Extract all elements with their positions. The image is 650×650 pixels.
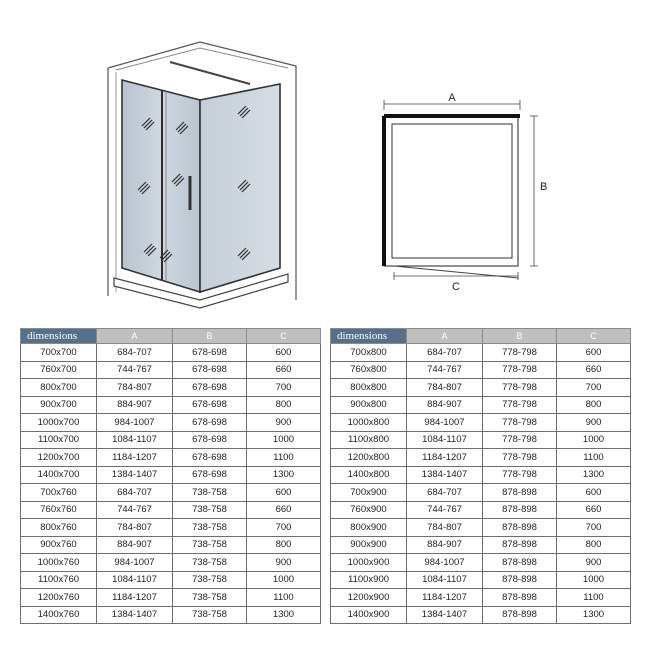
cell-b: 878-898 [483, 554, 557, 572]
table-row [21, 344, 321, 362]
cell-c: 800 [247, 396, 321, 414]
cell-c: 600 [557, 484, 631, 502]
cell-c: 900 [557, 414, 631, 432]
cell-dimensions: 1400x800 [331, 466, 407, 484]
cell-c: 600 [247, 484, 321, 502]
table-row [21, 379, 321, 397]
cell-a: 744-767 [97, 361, 173, 379]
cell-dimensions: 1100x760 [21, 571, 97, 589]
cell-c: 1000 [247, 571, 321, 589]
cell-a: 884-907 [407, 396, 483, 414]
shower-enclosure-perspective [108, 42, 296, 308]
table-row [21, 396, 321, 414]
cell-c: 700 [247, 519, 321, 537]
header-b: B [173, 329, 247, 344]
cell-c: 800 [247, 536, 321, 554]
cell-a: 984-1007 [407, 414, 483, 432]
header-a: A [407, 329, 483, 344]
cell-a: 1184-1207 [97, 589, 173, 607]
cell-a: 1084-1107 [407, 571, 483, 589]
table-row [331, 449, 631, 467]
cell-c: 600 [247, 344, 321, 362]
cell-c: 660 [557, 361, 631, 379]
table-row [21, 589, 321, 607]
cell-b: 778-798 [483, 379, 557, 397]
table-row [331, 554, 631, 572]
cell-b: 678-698 [173, 344, 247, 362]
cell-dimensions: 1100x700 [21, 431, 97, 449]
table-row [21, 501, 321, 519]
cell-dimensions: 800x900 [331, 519, 407, 537]
cell-a: 784-807 [97, 519, 173, 537]
cell-dimensions: 760x760 [21, 501, 97, 519]
table-row [331, 466, 631, 484]
table-row [331, 431, 631, 449]
cell-b: 738-758 [173, 519, 247, 537]
header-b: B [483, 329, 557, 344]
cell-a: 984-1007 [97, 554, 173, 572]
cell-c: 900 [247, 414, 321, 432]
cell-c: 1000 [247, 431, 321, 449]
dimension-label-a: A [448, 92, 456, 104]
cell-dimensions: 1100x900 [331, 571, 407, 589]
cell-a: 744-767 [407, 361, 483, 379]
table-row [331, 396, 631, 414]
cell-a: 744-767 [97, 501, 173, 519]
cell-dimensions: 1400x700 [21, 466, 97, 484]
cell-b: 878-898 [483, 536, 557, 554]
header-dimensions: dimensions [331, 329, 407, 344]
cell-b: 778-798 [483, 449, 557, 467]
cell-a: 1384-1407 [407, 466, 483, 484]
cell-dimensions: 760x900 [331, 501, 407, 519]
cell-dimensions: 1200x700 [21, 449, 97, 467]
cell-a: 884-907 [97, 536, 173, 554]
cell-a: 984-1007 [97, 414, 173, 432]
cell-dimensions: 700x700 [21, 344, 97, 362]
cell-b: 738-758 [173, 606, 247, 624]
cell-c: 660 [557, 501, 631, 519]
cell-c: 900 [247, 554, 321, 572]
header-c: C [557, 329, 631, 344]
table-row [21, 571, 321, 589]
cell-dimensions: 900x700 [21, 396, 97, 414]
cell-c: 600 [557, 344, 631, 362]
cell-a: 784-807 [407, 379, 483, 397]
cell-dimensions: 800x700 [21, 379, 97, 397]
cell-a: 1384-1407 [407, 606, 483, 624]
cell-b: 878-898 [483, 519, 557, 537]
top-view-plan [384, 92, 547, 293]
dimension-label-c: C [452, 281, 460, 293]
cell-b: 738-758 [173, 501, 247, 519]
cell-dimensions: 1200x800 [331, 449, 407, 467]
header-a: A [97, 329, 173, 344]
cell-dimensions: 800x760 [21, 519, 97, 537]
cell-b: 738-758 [173, 554, 247, 572]
cell-b: 778-798 [483, 414, 557, 432]
table-row [331, 361, 631, 379]
table-row [331, 379, 631, 397]
table-row [21, 431, 321, 449]
cell-b: 878-898 [483, 501, 557, 519]
dimension-label-b: B [540, 181, 548, 193]
cell-dimensions: 900x800 [331, 396, 407, 414]
cell-b: 738-758 [173, 571, 247, 589]
cell-dimensions: 1400x760 [21, 606, 97, 624]
cell-a: 684-707 [407, 344, 483, 362]
cell-dimensions: 1000x700 [21, 414, 97, 432]
cell-b: 678-698 [173, 361, 247, 379]
table-row [21, 606, 321, 624]
cell-dimensions: 1100x800 [331, 431, 407, 449]
cell-a: 1084-1107 [97, 431, 173, 449]
cell-b: 778-798 [483, 431, 557, 449]
cell-c: 1000 [557, 571, 631, 589]
cell-a: 744-767 [407, 501, 483, 519]
table-row [331, 571, 631, 589]
dimensions-table-right [330, 328, 631, 624]
table-row [331, 501, 631, 519]
table-row [331, 589, 631, 607]
table-header-row [21, 329, 321, 344]
cell-dimensions: 1200x760 [21, 589, 97, 607]
cell-b: 878-898 [483, 571, 557, 589]
cell-c: 1300 [557, 606, 631, 624]
cell-b: 878-898 [483, 589, 557, 607]
table-row [21, 519, 321, 537]
cell-c: 1300 [247, 466, 321, 484]
table-header-row [331, 329, 631, 344]
cell-c: 1100 [557, 589, 631, 607]
cell-c: 1000 [557, 431, 631, 449]
cell-dimensions: 1000x760 [21, 554, 97, 572]
cell-b: 878-898 [483, 606, 557, 624]
cell-a: 884-907 [97, 396, 173, 414]
cell-c: 700 [557, 379, 631, 397]
cell-c: 1100 [557, 449, 631, 467]
cell-a: 684-707 [97, 484, 173, 502]
cell-a: 784-807 [97, 379, 173, 397]
cell-b: 778-798 [483, 344, 557, 362]
table-row [21, 414, 321, 432]
cell-c: 1100 [247, 449, 321, 467]
cell-dimensions: 1200x900 [331, 589, 407, 607]
cell-a: 684-707 [97, 344, 173, 362]
cell-a: 884-907 [407, 536, 483, 554]
table-row [331, 414, 631, 432]
table-body [21, 344, 321, 624]
table-row [21, 466, 321, 484]
cell-a: 1384-1407 [97, 466, 173, 484]
cell-dimensions: 760x700 [21, 361, 97, 379]
cell-b: 678-698 [173, 466, 247, 484]
header-dimensions: dimensions [21, 329, 97, 344]
cell-b: 778-798 [483, 396, 557, 414]
cell-c: 800 [557, 396, 631, 414]
cell-dimensions: 1000x800 [331, 414, 407, 432]
cell-dimensions: 1000x900 [331, 554, 407, 572]
cell-b: 878-898 [483, 484, 557, 502]
cell-a: 1084-1107 [97, 571, 173, 589]
cell-b: 738-758 [173, 484, 247, 502]
cell-b: 678-698 [173, 414, 247, 432]
product-illustration [0, 0, 650, 320]
cell-a: 1184-1207 [407, 449, 483, 467]
table-row [331, 536, 631, 554]
table-row [331, 519, 631, 537]
cell-c: 660 [247, 361, 321, 379]
cell-a: 784-807 [407, 519, 483, 537]
cell-a: 684-707 [407, 484, 483, 502]
cell-c: 700 [247, 379, 321, 397]
cell-dimensions: 900x900 [331, 536, 407, 554]
cell-b: 678-698 [173, 449, 247, 467]
table-row [21, 554, 321, 572]
cell-c: 660 [247, 501, 321, 519]
table-row [21, 484, 321, 502]
cell-c: 700 [557, 519, 631, 537]
table-row [21, 361, 321, 379]
cell-c: 800 [557, 536, 631, 554]
table-row [331, 484, 631, 502]
cell-c: 1100 [247, 589, 321, 607]
header-c: C [247, 329, 321, 344]
cell-b: 778-798 [483, 361, 557, 379]
cell-a: 1184-1207 [97, 449, 173, 467]
cell-a: 984-1007 [407, 554, 483, 572]
cell-dimensions: 700x900 [331, 484, 407, 502]
cell-dimensions: 800x800 [331, 379, 407, 397]
table-row [21, 536, 321, 554]
cell-b: 678-698 [173, 379, 247, 397]
cell-dimensions: 760x800 [331, 361, 407, 379]
cell-b: 678-698 [173, 396, 247, 414]
cell-b: 678-698 [173, 431, 247, 449]
dimensions-table-left [20, 328, 321, 624]
cell-dimensions: 700x760 [21, 484, 97, 502]
cell-a: 1384-1407 [97, 606, 173, 624]
cell-dimensions: 700x800 [331, 344, 407, 362]
cell-a: 1184-1207 [407, 589, 483, 607]
table-body [331, 344, 631, 624]
cell-dimensions: 900x760 [21, 536, 97, 554]
cell-c: 900 [557, 554, 631, 572]
cell-a: 1084-1107 [407, 431, 483, 449]
cell-dimensions: 1400x900 [331, 606, 407, 624]
table-row [21, 449, 321, 467]
cell-c: 1300 [247, 606, 321, 624]
table-row [331, 344, 631, 362]
cell-b: 738-758 [173, 536, 247, 554]
cell-c: 1300 [557, 466, 631, 484]
cell-b: 738-758 [173, 589, 247, 607]
cell-b: 778-798 [483, 466, 557, 484]
table-row [331, 606, 631, 624]
